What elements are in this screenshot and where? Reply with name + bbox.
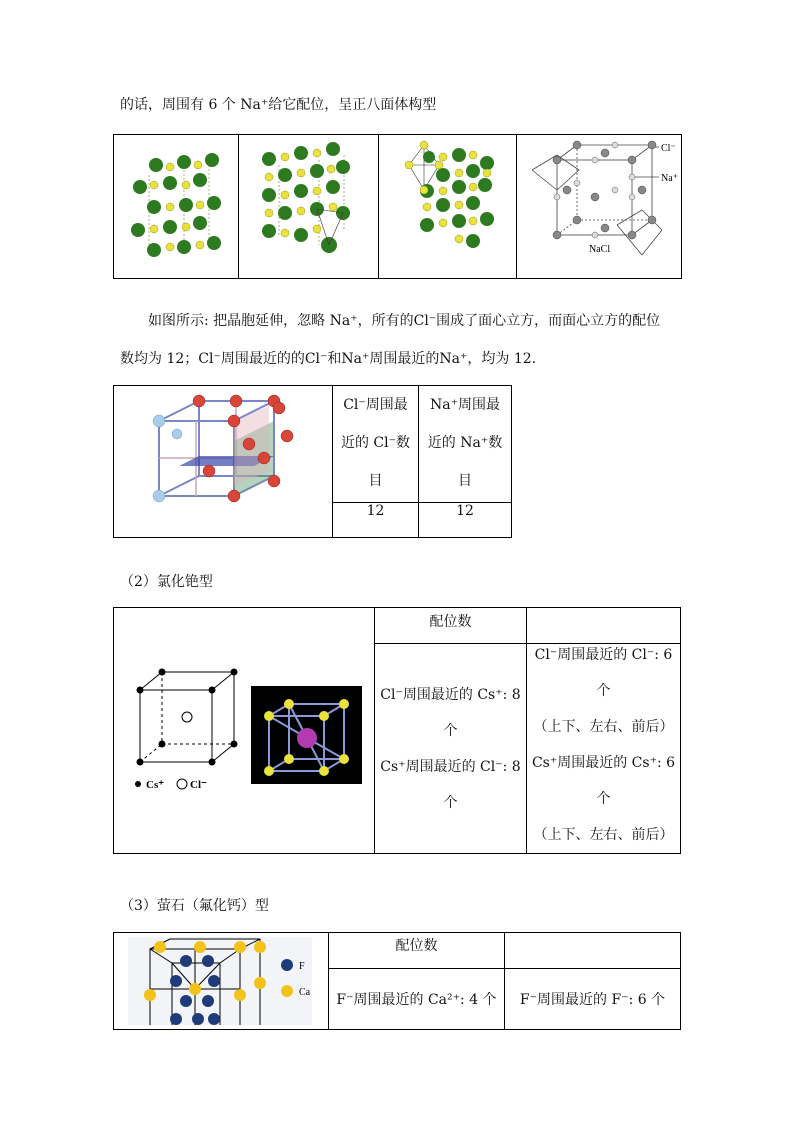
table1-header-cl-line-3: 目 <box>368 473 383 489</box>
cscl-col2-line-2: （上下、左右、前后） <box>533 719 674 735</box>
cscl-col2-line-4: 个 <box>596 791 611 807</box>
cscl-header-col1: 配位数 <box>375 608 527 644</box>
caf2-legend-ca: Ca <box>299 987 311 998</box>
cscl-legend-cl: Cl⁻ <box>190 779 207 791</box>
cscl-col2-line-3: Cs⁺周围最近的 Cs⁺: 6 <box>531 755 676 771</box>
caf2-lattice-image <box>114 933 328 1025</box>
cscl-table <box>113 607 681 854</box>
nacl-label-cl: Cl⁻ <box>661 143 676 154</box>
caf2-table <box>113 932 681 1030</box>
cscl-cell-col2 <box>527 644 681 854</box>
nacl-lattice-image-2 <box>239 135 378 274</box>
section2-heading: （2）氯化铯型 <box>120 574 213 590</box>
nacl-image-cell-3 <box>379 135 517 279</box>
caf2-image-cell <box>114 933 329 1030</box>
cscl-legend-cs: Cs⁺ <box>146 779 165 791</box>
fcc-lattice-image <box>114 386 332 533</box>
fcc-image-cell <box>114 386 333 538</box>
table1-value-na: 12 <box>419 503 512 538</box>
table1-header-na <box>419 386 512 503</box>
caf2-legend-f: F <box>299 961 305 972</box>
nacl-lattice-image-1 <box>114 135 238 274</box>
nacl-label-na: Na⁺ <box>661 173 678 184</box>
cscl-col2-line-1: Cl⁻周围最近的 Cl⁻: 6 个 <box>534 647 673 699</box>
caf2-header-col1: 配位数 <box>329 933 505 969</box>
cscl-col1-line-4: 个 <box>443 794 458 811</box>
cscl-cell-col1 <box>375 644 527 854</box>
caf2-cell-col2: F⁻周围最近的 F⁻: 6 个 <box>505 969 681 1030</box>
cscl-col1-line-1: Cl⁻周围最近的 Cs⁺: 8 <box>380 686 521 703</box>
nacl-unit-cell-diagram <box>517 135 681 274</box>
table1-header-na-line-3: 目 <box>458 473 472 489</box>
cscl-unit-cell-diagram <box>132 662 242 792</box>
caf2-header-col2 <box>505 933 681 969</box>
table1-header-cl-line-2: 近的 Cl⁻数 <box>340 435 411 451</box>
table1-header-cl <box>333 386 419 503</box>
cscl-col2-line-5: （上下、左右、前后） <box>533 827 674 843</box>
caf2-cell-col1: F⁻周围最近的 Ca²⁺: 4 个 <box>329 969 505 1030</box>
nacl-image-cell-2 <box>239 135 379 279</box>
cscl-col1-line-3: Cs⁺周围最近的 Cl⁻: 8 <box>380 758 521 775</box>
fcc-coordination-table <box>113 385 512 538</box>
cscl-image-cell <box>114 608 375 854</box>
nacl-lattice-image-3 <box>379 135 516 274</box>
cscl-3d-image <box>251 686 362 784</box>
nacl-caption: NaCl <box>589 244 611 255</box>
table1-header-na-line-2: 近的 Na⁺数 <box>427 435 503 451</box>
nacl-image-cell-1 <box>114 135 239 279</box>
intro-text: 的话，周围有 6 个 Na⁺给它配位，呈正八面体构型 <box>120 97 437 113</box>
table1-header-cl-line-1: Cl⁻周围最 <box>343 397 408 413</box>
section3-heading: （3）萤石（氟化钙）型 <box>120 898 269 914</box>
cscl-col1-line-2: 个 <box>443 722 458 739</box>
paragraph-line-2: 数均为 12；Cl⁻周围最近的的Cl⁻和Na⁺周围最近的Na⁺，均为 12. <box>120 351 537 367</box>
paragraph-line-1: 如图所示: 把晶胞延伸，忽略 Na⁺，所有的Cl⁻围成了面心立方，而面心立方的配位 <box>148 313 661 329</box>
nacl-image-cell-4 <box>517 135 682 279</box>
table1-header-na-line-1: Na⁺周围最 <box>430 397 500 413</box>
table1-value-cl: 12 <box>333 503 419 538</box>
nacl-image-table <box>113 134 682 279</box>
